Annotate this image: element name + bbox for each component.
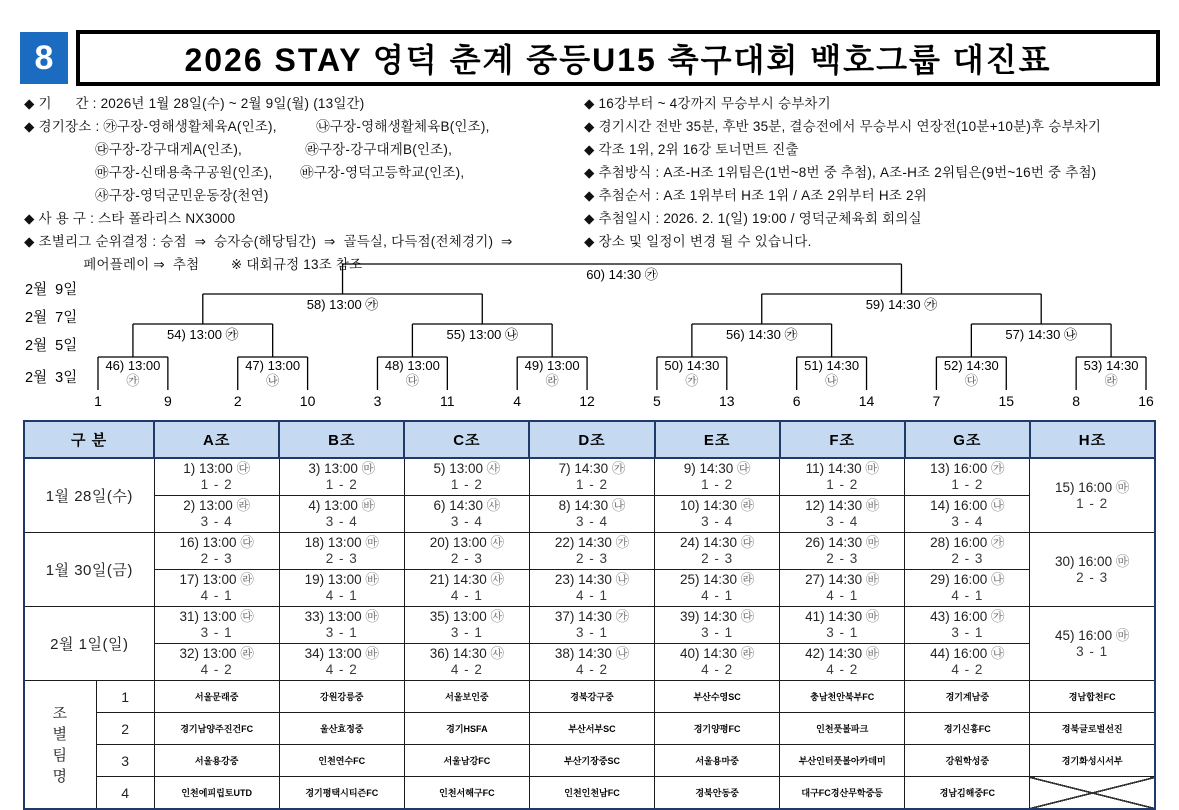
- seed-number: 5: [653, 393, 661, 409]
- match-pair: 2 - 3: [826, 551, 859, 566]
- team-name-cell: 서울용마중: [655, 745, 780, 777]
- match-time: 40) 14:30 ㉱: [679, 646, 755, 661]
- match-pair: 2 - 3: [200, 551, 233, 566]
- match-time: 31) 13:00 ㉰: [179, 609, 254, 624]
- match-pair: 3 - 1: [701, 625, 734, 640]
- match-cell: [655, 458, 780, 496]
- team-name-cell: 부산기장중SC: [529, 745, 654, 777]
- match-time: 2) 13:00 ㉱: [183, 498, 251, 513]
- match-pair: 4 - 1: [450, 588, 483, 603]
- match-pair: 3 - 1: [325, 625, 358, 640]
- team-name-cell: 경기계남중: [905, 681, 1030, 713]
- match-cell: [905, 570, 1030, 607]
- venue-code: ㉮: [685, 373, 699, 388]
- match-label: 46) 13:00: [105, 358, 161, 373]
- rule-line: ◆ 경기시간 전반 35분, 후반 35분, 결승전에서 무승부시 연장전(10분+10분)후 승부차기: [584, 119, 1102, 134]
- match-cell: [529, 458, 654, 496]
- match-pair: 4 - 1: [200, 588, 233, 603]
- match-time: 29) 16:00 ㉯: [930, 572, 1005, 587]
- match-pair: 4 - 1: [575, 588, 608, 603]
- match-time: 23) 14:30 ㉯: [554, 572, 630, 587]
- venue-code: ㉱: [740, 646, 755, 661]
- match-label: 51) 14:30: [804, 358, 860, 373]
- rules-right-column: [584, 92, 1164, 276]
- match-cell: [780, 644, 905, 681]
- match-cell: [279, 607, 404, 644]
- venue-code: ㉯: [615, 572, 630, 587]
- match-pair: 4 - 2: [200, 662, 233, 677]
- venue-code: ㉲: [1115, 553, 1130, 569]
- match-pair: 1 - 2: [575, 477, 608, 492]
- rule-line: ㉴구장-영덕군민운동장(천연): [24, 188, 269, 203]
- match-cell: [404, 607, 529, 644]
- match-cell: [905, 607, 1030, 644]
- match-cell: [655, 496, 780, 533]
- team-row-number: 3: [96, 745, 154, 777]
- group-schedule-section: [23, 420, 1156, 810]
- venue-code: ㉲: [865, 609, 880, 624]
- match-cell: [279, 570, 404, 607]
- match-time: 28) 16:00 ㉮: [930, 535, 1005, 550]
- match-pair: 3 - 4: [701, 514, 734, 529]
- match-pair: 3 - 1: [826, 625, 859, 640]
- match-pair: 4 - 1: [325, 588, 358, 603]
- match-pair: 4 - 2: [575, 662, 608, 677]
- match-cell: [905, 644, 1030, 681]
- rule-line: ◆ 추첨순서 : A조 1위부터 H조 1위 / A조 2위부터 H조 2위: [584, 188, 927, 203]
- rule-line: 페어플레이 ⇒ 추첨 ※ 대회규정 13조 참조: [24, 257, 363, 272]
- venue-code: ㉳: [865, 646, 880, 661]
- venue-code: ㉰: [236, 461, 251, 476]
- venue-code: ㉰: [964, 373, 978, 388]
- bracket-date-label: 2월 9일: [25, 282, 78, 298]
- match-time: 21) 14:30 ㉴: [429, 572, 505, 587]
- page-title: 2026 STAY 영덕 춘계 중등U15 축구대회 백호그룹 대진표: [184, 42, 1052, 78]
- match-time: 32) 13:00 ㉱: [179, 646, 254, 661]
- team-name-cell: 부산서부SC: [529, 713, 654, 745]
- venue-code: ㉰: [740, 535, 755, 550]
- venue-code: ㉰: [240, 609, 254, 624]
- match-pair: 4 - 1: [826, 588, 859, 603]
- venue-code: ㉰: [737, 461, 751, 476]
- group-header: B조: [279, 421, 404, 458]
- team-name-cell: 서울문래중: [154, 681, 279, 713]
- seed-number: 1: [94, 393, 102, 409]
- match-time: 7) 14:30 ㉮: [558, 461, 626, 476]
- team-name-cell: 인천인천남FC: [529, 777, 654, 810]
- match-time: 36) 14:30 ㉴: [429, 646, 505, 661]
- match-pair: 3 - 1: [200, 625, 233, 640]
- team-name-cell: 강원강릉중: [279, 681, 404, 713]
- match-time: 45) 16:00 ㉲: [1055, 627, 1130, 643]
- match-time: 43) 16:00 ㉮: [930, 609, 1005, 624]
- venue-code: ㉲: [365, 609, 379, 624]
- venue-code: ㉴: [490, 609, 505, 624]
- match-cell: [404, 644, 529, 681]
- match-pair: 3 - 4: [325, 514, 358, 529]
- match-cell: [154, 458, 279, 496]
- group-header: F조: [780, 421, 905, 458]
- match-time: 16) 13:00 ㉰: [179, 535, 254, 550]
- venue-code: ㉴: [490, 535, 505, 550]
- match-time: 26) 14:30 ㉲: [805, 535, 880, 550]
- knockout-bracket: [0, 256, 1179, 414]
- match-label: 54) 13:00 ㉮: [167, 327, 239, 342]
- match-cell: [655, 570, 780, 607]
- group-header: E조: [655, 421, 780, 458]
- match-pair: 1 - 2: [200, 477, 233, 492]
- venue-code: ㉰: [740, 609, 755, 624]
- match-pair: 4 - 1: [951, 588, 984, 603]
- match-cell: [655, 533, 780, 570]
- team-name-cell: 경기남양주진건FC: [154, 713, 279, 745]
- match-time: 20) 13:00 ㉴: [429, 535, 505, 550]
- group-header: C조: [404, 421, 529, 458]
- seed-number: 16: [1138, 393, 1154, 409]
- team-name-cell: 경기화성시서부: [1030, 745, 1155, 777]
- match-time: 41) 14:30 ㉲: [805, 609, 880, 624]
- venue-code: ㉲: [1115, 627, 1130, 643]
- venue-code: ㉲: [1115, 479, 1130, 495]
- date-cell: 1월 30일(금): [24, 533, 154, 607]
- match-time: 42) 14:30 ㉳: [805, 646, 880, 661]
- venue-code: ㉱: [240, 646, 254, 661]
- match-pair: 2 - 3: [325, 551, 358, 566]
- match-pair: 4 - 2: [325, 662, 358, 677]
- team-name-cell: 경남합천FC: [1030, 681, 1155, 713]
- group-teams-vertical-label: 조 별 팀 명: [24, 681, 96, 810]
- venue-code: ㉯: [990, 646, 1005, 661]
- venue-code: ㉮: [990, 461, 1005, 476]
- team-name-cell: 경기신흥FC: [905, 713, 1030, 745]
- rule-line: ◆ 경기장소 : ㉮구장-영해생활체육A(인조), ㉯구장-영해생활체육B(인조),: [24, 119, 490, 134]
- match-cell: [780, 607, 905, 644]
- match-time: 4) 13:00 ㉳: [308, 498, 376, 513]
- match-label: 49) 13:00: [524, 358, 580, 373]
- bracket-diagram: [0, 256, 1179, 414]
- match-cell: [404, 458, 529, 496]
- venue-code: ㉲: [365, 535, 379, 550]
- match-pair: 1 - 2: [325, 477, 358, 492]
- match-cell: [529, 533, 654, 570]
- venue-code: ㉲: [361, 461, 376, 476]
- match-time: 5) 13:00 ㉴: [433, 461, 501, 476]
- match-time: 30) 16:00 ㉲: [1055, 553, 1130, 569]
- match-label: 59) 14:30 ㉮: [865, 297, 938, 312]
- venue-code: ㉮: [615, 609, 630, 624]
- bracket-date-label: 2월 7일: [25, 310, 78, 326]
- match-cell: [529, 570, 654, 607]
- venue-code: ㉯: [611, 498, 626, 513]
- rule-line: ◆ 사 용 구 : 스타 폴라리스 NX3000: [24, 211, 236, 226]
- match-time: 12) 14:30 ㉳: [805, 498, 880, 513]
- team-name-cell: 강원학성중: [905, 745, 1030, 777]
- team-name-cell: 인천연수FC: [279, 745, 404, 777]
- match-pair: 1 - 2: [951, 477, 984, 492]
- match-cell: [780, 458, 905, 496]
- match-pair: 2 - 3: [701, 551, 734, 566]
- match-pair: 2 - 3: [1076, 569, 1109, 585]
- page-header: [20, 30, 1160, 86]
- match-cell: [1030, 533, 1155, 607]
- match-pair: 2 - 3: [575, 551, 608, 566]
- match-time: 17) 13:00 ㉱: [179, 572, 254, 587]
- match-time: 14) 16:00 ㉯: [930, 498, 1005, 513]
- match-cell: [154, 496, 279, 533]
- seed-number: 15: [998, 393, 1015, 409]
- venue-code: ㉰: [240, 535, 254, 550]
- match-time: 33) 13:00 ㉲: [304, 609, 379, 624]
- match-time: 10) 14:30 ㉱: [679, 498, 755, 513]
- match-time: 25) 14:30 ㉱: [679, 572, 755, 587]
- rule-line: ㉲구장-신태용축구공원(인조), ㉳구장-영덕고등학교(인조),: [24, 165, 465, 180]
- match-cell: [279, 533, 404, 570]
- venue-code: ㉮: [990, 535, 1005, 550]
- match-label: 57) 14:30 ㉯: [1005, 327, 1077, 342]
- group-header: G조: [905, 421, 1030, 458]
- match-pair: 3 - 1: [951, 625, 984, 640]
- match-pair: 1 - 2: [701, 477, 734, 492]
- seed-number: 9: [163, 393, 172, 409]
- match-cell: [279, 458, 404, 496]
- group-header: A조: [154, 421, 279, 458]
- date-cell: 2월 1일(일): [24, 607, 154, 681]
- match-pair: 3 - 4: [450, 514, 483, 529]
- match-pair: 4 - 2: [450, 662, 483, 677]
- match-time: 11) 14:30 ㉲: [805, 461, 879, 476]
- seed-number: 14: [858, 393, 875, 409]
- match-cell: [154, 644, 279, 681]
- seed-number: 3: [373, 393, 382, 409]
- group-header: H조: [1030, 421, 1155, 458]
- match-pair: 4 - 2: [701, 662, 734, 677]
- page-number-badge: 8: [20, 32, 68, 84]
- team-row-number: 1: [96, 681, 154, 713]
- match-pair: 3 - 1: [1076, 643, 1109, 659]
- seed-number: 11: [440, 393, 455, 409]
- team-name-cell: 인천풋볼파크: [780, 713, 905, 745]
- team-name-cell: 충남천안북부FC: [780, 681, 905, 713]
- match-pair: 1 - 2: [1076, 495, 1109, 511]
- venue-code: ㉳: [361, 498, 376, 513]
- venue-code: ㉳: [865, 572, 880, 587]
- match-time: 34) 13:00 ㉳: [304, 646, 379, 661]
- venue-code: ㉮: [615, 535, 630, 550]
- team-name-cell: 인천에피립토UTD: [154, 777, 279, 810]
- bracket-date-label: 2월 3일: [25, 370, 78, 386]
- match-pair: 3 - 4: [951, 514, 984, 529]
- match-time: 8) 14:30 ㉯: [558, 498, 626, 513]
- venue-code: ㉰: [405, 373, 419, 388]
- match-cell: [279, 644, 404, 681]
- rule-line: ◆ 16강부터 ~ 4강까지 무승부시 승부차기: [584, 96, 831, 111]
- match-cell: [154, 533, 279, 570]
- seed-number: 8: [1072, 393, 1081, 409]
- venue-code: ㉳: [365, 572, 379, 587]
- team-name-cell: 부산인터풋볼아카데미: [780, 745, 905, 777]
- venue-code: ㉯: [266, 373, 280, 388]
- team-name-cell: 서울보인중: [404, 681, 529, 713]
- match-pair: 3 - 4: [200, 514, 233, 529]
- team-name-cell: 울산효정중: [279, 713, 404, 745]
- team-row-number: 2: [96, 713, 154, 745]
- crossed-empty-cell: [1030, 777, 1155, 810]
- match-cell: [529, 496, 654, 533]
- venue-code: ㉲: [865, 535, 880, 550]
- team-name-cell: 인천서해구FC: [404, 777, 529, 810]
- venue-code: ㉴: [490, 646, 505, 661]
- venue-code: ㉱: [1104, 373, 1118, 388]
- venue-code: ㉱: [545, 373, 559, 388]
- rule-line: ◆ 각조 1위, 2위 16강 토너먼트 진출: [584, 142, 799, 157]
- venue-code: ㉱: [740, 572, 755, 587]
- corner-header: 구 분: [24, 421, 154, 458]
- seed-number: 10: [299, 393, 316, 409]
- match-cell: [154, 570, 279, 607]
- match-time: 15) 16:00 ㉲: [1055, 479, 1130, 495]
- venue-code: ㉯: [615, 646, 630, 661]
- venue-code: ㉱: [236, 498, 251, 513]
- team-name-cell: 경북강구중: [529, 681, 654, 713]
- seed-number: 12: [579, 393, 595, 409]
- match-cell: [780, 496, 905, 533]
- match-time: 24) 14:30 ㉰: [679, 535, 755, 550]
- match-time: 38) 14:30 ㉯: [554, 646, 630, 661]
- match-pair: 2 - 3: [450, 551, 483, 566]
- match-cell: [154, 607, 279, 644]
- match-cell: [1030, 458, 1155, 533]
- match-label: 53) 14:30: [1083, 358, 1139, 373]
- match-cell: [404, 496, 529, 533]
- match-label: 56) 14:30 ㉮: [725, 327, 798, 342]
- match-cell: [780, 533, 905, 570]
- tournament-rules: [24, 92, 1164, 276]
- match-label: 52) 14:30: [943, 358, 999, 373]
- date-cell: 1월 28일(수): [24, 458, 154, 533]
- venue-code: ㉮: [126, 373, 140, 388]
- match-time: 19) 13:00 ㉳: [304, 572, 379, 587]
- team-name-cell: 경기HSFA: [404, 713, 529, 745]
- match-pair: 4 - 2: [951, 662, 984, 677]
- venue-code: ㉱: [740, 498, 755, 513]
- match-time: 13) 16:00 ㉮: [930, 461, 1005, 476]
- team-name-cell: 대구FC경산무학중등: [780, 777, 905, 810]
- match-pair: 3 - 1: [450, 625, 483, 640]
- venue-code: ㉳: [865, 498, 880, 513]
- venue-code: ㉯: [990, 572, 1005, 587]
- match-pair: 4 - 1: [701, 588, 734, 603]
- match-cell: [404, 533, 529, 570]
- match-cell: [529, 607, 654, 644]
- title-box: [76, 30, 1160, 86]
- match-cell: [404, 570, 529, 607]
- match-cell: [279, 496, 404, 533]
- venue-code: ㉴: [486, 461, 501, 476]
- seed-number: 7: [932, 393, 941, 409]
- group-header: D조: [529, 421, 654, 458]
- rule-line: ◆ 조별리그 순위결정 : 승점 ⇒ 승자승(해당팀간) ⇒ 골득실, 다득점(전체경기) ⇒: [24, 234, 513, 249]
- match-cell: [529, 644, 654, 681]
- team-name-cell: 경남김해중FC: [905, 777, 1030, 810]
- team-name-cell: 경북안동중: [655, 777, 780, 810]
- match-pair: 3 - 1: [575, 625, 608, 640]
- venue-code: ㉴: [490, 572, 505, 587]
- rule-line: ◆ 추첨방식 : A조-H조 1위팀은(1번~8번 중 추첨), A조-H조 2위팀은(9번~16번 중 추첨): [584, 165, 1097, 180]
- team-name-cell: 경기평택시티즌FC: [279, 777, 404, 810]
- bracket-date-label: 2월 5일: [25, 338, 78, 354]
- rule-line: ㉰구장-강구대게A(인조), ㉱구장-강구대게B(인조),: [24, 142, 453, 157]
- seed-number: 13: [719, 393, 735, 409]
- venue-code: ㉯: [825, 373, 839, 388]
- match-time: 39) 14:30 ㉰: [679, 609, 755, 624]
- rule-line: ◆ 추첨일시 : 2026. 2. 1(일) 19:00 / 영덕군체육회 회의실: [584, 211, 922, 226]
- match-pair: 4 - 2: [826, 662, 859, 677]
- match-time: 22) 14:30 ㉮: [554, 535, 630, 550]
- match-time: 6) 14:30 ㉴: [433, 498, 501, 513]
- match-label: 60) 14:30 ㉮: [586, 267, 658, 282]
- venue-code: ㉲: [865, 461, 879, 476]
- match-cell: [905, 533, 1030, 570]
- venue-code: ㉱: [240, 572, 254, 587]
- match-time: 9) 14:30 ㉰: [683, 461, 751, 476]
- team-name-cell: 서울남강FC: [404, 745, 529, 777]
- match-label: 47) 13:00: [245, 358, 301, 373]
- match-time: 18) 13:00 ㉲: [304, 535, 379, 550]
- team-name-cell: 경기양평FC: [655, 713, 780, 745]
- venue-code: ㉮: [611, 461, 626, 476]
- match-time: 27) 14:30 ㉳: [805, 572, 880, 587]
- match-label: 50) 14:30: [664, 358, 720, 373]
- team-row-number: 4: [96, 777, 154, 810]
- match-time: 44) 16:00 ㉯: [930, 646, 1005, 661]
- match-pair: 3 - 4: [575, 514, 608, 529]
- match-time: 35) 13:00 ㉴: [429, 609, 505, 624]
- match-cell: [1030, 607, 1155, 681]
- match-label: 58) 13:00 ㉮: [306, 297, 379, 312]
- match-pair: 2 - 3: [951, 551, 984, 566]
- match-cell: [905, 458, 1030, 496]
- team-name-cell: 서울용강중: [154, 745, 279, 777]
- schedule-table: [23, 420, 1156, 810]
- rule-line: ◆ 장소 및 일정이 변경 될 수 있습니다.: [584, 234, 812, 249]
- venue-code: ㉯: [990, 498, 1005, 513]
- match-cell: [780, 570, 905, 607]
- rules-left-column: [24, 92, 584, 276]
- match-cell: [905, 496, 1030, 533]
- team-name-cell: 경북글로벌선진: [1030, 713, 1155, 745]
- match-cell: [655, 607, 780, 644]
- rule-line: ◆ 기 간 : 2026년 1월 28일(수) ~ 2월 9일(월) (13일간): [24, 96, 365, 111]
- match-time: 1) 13:00 ㉰: [183, 461, 251, 476]
- match-pair: 3 - 4: [826, 514, 859, 529]
- team-name-cell: 부산수영SC: [655, 681, 780, 713]
- venue-code: ㉳: [365, 646, 379, 661]
- match-cell: [655, 644, 780, 681]
- match-pair: 1 - 2: [450, 477, 483, 492]
- seed-number: 4: [513, 393, 522, 409]
- match-time: 3) 13:00 ㉲: [308, 461, 376, 476]
- seed-number: 6: [792, 393, 801, 409]
- seed-number: 2: [233, 393, 242, 409]
- match-pair: 1 - 2: [826, 477, 859, 492]
- match-label: 48) 13:00: [384, 358, 440, 373]
- venue-code: ㉮: [990, 609, 1005, 624]
- match-time: 37) 14:30 ㉮: [554, 609, 630, 624]
- match-label: 55) 13:00 ㉯: [446, 327, 519, 342]
- venue-code: ㉴: [486, 498, 501, 513]
